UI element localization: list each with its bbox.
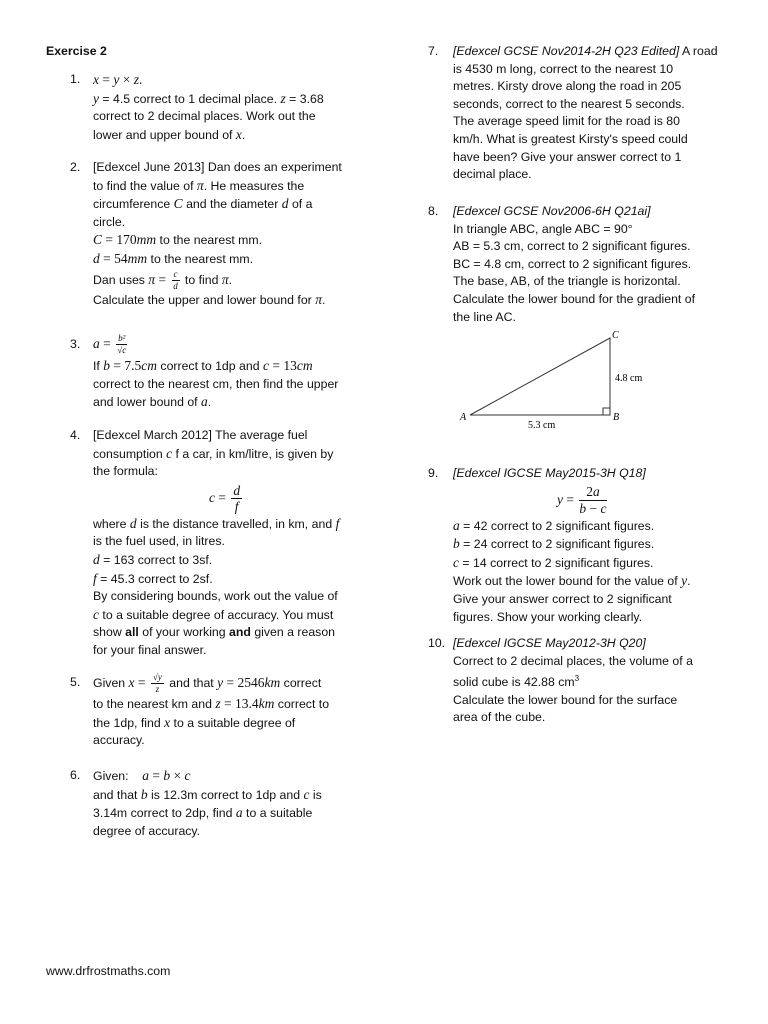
question-line: lower and upper bound of x. — [93, 126, 246, 142]
question-line: d = 163 correct to 3sf. — [93, 551, 213, 567]
question-line: have been? Give your answer correct to 1 — [453, 149, 682, 164]
question-line: degree of accuracy. — [93, 823, 201, 838]
question-line: circle. — [93, 214, 126, 229]
question-line: the formula: — [93, 464, 158, 479]
question-4 — [70, 427, 360, 657]
question-line: area of the cube. — [453, 710, 546, 725]
question-line: Given x = $\frac{√y}{z}$ and that y = 2546km correct — [93, 672, 322, 695]
question-line: By considering bounds, work out the value of — [93, 589, 338, 604]
question-line: AB = 5.3 cm, correct to 2 significant figures. — [453, 239, 691, 254]
question-line: is the fuel used, in litres. — [93, 534, 225, 549]
question-line: solid cube is 42.88 $cm^3$ — [453, 674, 580, 690]
side-label-ab: 5.3 cm — [528, 420, 556, 432]
question-line: correct to the nearest cm, then find the upper — [93, 376, 339, 391]
question-line: accuracy. — [93, 733, 145, 748]
question-line: Work out the lower bound for the value of y. — [453, 573, 691, 589]
question-line: Given: a = b × c — [93, 768, 191, 783]
question-line: C = 170mm to the nearest mm. — [93, 232, 263, 248]
exercise-title: Exercise 2 — [46, 44, 107, 58]
question-line: is 4530 m long, correct to the nearest 10 — [453, 61, 674, 76]
question-number: 4. — [70, 428, 81, 442]
question-3 — [70, 331, 360, 411]
side-label-bc: 4.8 cm — [615, 373, 643, 385]
question-line: circumference C and the diameter d of a — [93, 196, 313, 212]
question-line: show all of your working and given a reason — [93, 625, 335, 640]
question-line: metres. Kirsty drove along the road in 205 — [453, 79, 682, 94]
question-line: Correct to 2 decimal places, the volume of a — [453, 653, 693, 668]
right-column — [428, 43, 728, 725]
question-line: a = 42 correct to 2 significant figures. — [453, 517, 655, 533]
triangle-abc — [470, 338, 610, 415]
question-5 — [70, 671, 360, 751]
question-6 — [70, 767, 360, 839]
question-line: to the nearest km and z = 13.4km correct to — [93, 696, 330, 711]
question-line: d = 54mm to the nearest mm. — [93, 250, 254, 266]
formula: c = $\frac{d}{f}$ — [208, 483, 241, 515]
question-line: y = 4.5 correct to 1 decimal place. z = 3.68 — [93, 90, 324, 106]
fraction: $\frac{\text{b²}}{√c}$ — [117, 333, 127, 356]
question-line: where d is the distance travelled, in km, and f — [93, 515, 340, 531]
question-line: for your final answer. — [93, 642, 207, 657]
right-angle-marker — [603, 408, 610, 415]
question-line: Calculate the lower bound for the surface — [453, 692, 678, 707]
question-number: 1. — [70, 72, 81, 86]
question-7 — [428, 43, 728, 185]
question-source: [Edexcel GCSE Nov2006-6H Q21ai] — [453, 204, 651, 218]
question-number: 7. — [428, 44, 439, 58]
question-8 — [428, 203, 728, 451]
question-line: consumption c f a car, in km/litre, is given by — [93, 445, 334, 461]
question-line: c to a suitable degree of accuracy. You must — [93, 606, 334, 622]
question-line: the line AC. — [453, 309, 516, 324]
question-line: Dan uses π = $\frac{c}{d}$ to find π. — [93, 268, 233, 291]
question-line: In triangle ABC, angle ABC = 90° — [453, 221, 633, 236]
question-line: Give your answer correct to 2 significant — [453, 591, 672, 606]
question-2 — [70, 159, 360, 317]
question-line: [Edexcel March 2012] The average fuel — [93, 428, 308, 442]
question-line: figures. Show your working clearly. — [453, 609, 643, 624]
question-line: km/h. What is greatest Kirsty's speed could — [453, 131, 688, 146]
question-line: Calculate the upper and lower bound for π. — [93, 291, 326, 307]
question-line: [Edexcel June 2013] Dan does an experiment — [93, 160, 342, 174]
question-number: 5. — [70, 675, 81, 689]
question-number: 3. — [70, 337, 81, 351]
left-column — [70, 71, 360, 839]
vertex-label-b: B — [613, 412, 620, 424]
question-line: If b = 7.5cm correct to 1dp and c = 13cm — [93, 358, 313, 373]
question-line: 3.14m correct to 2dp, find a to a suitable — [93, 805, 313, 821]
question-number: 8. — [428, 204, 439, 218]
question-line: correct to 2 decimal places. Work out the — [93, 109, 316, 124]
question-10 — [428, 635, 728, 725]
triangle-diagram — [458, 328, 688, 432]
fraction: $\frac{c}{d}$ — [173, 268, 178, 291]
vertex-label-a: A — [460, 412, 467, 424]
question-line: a = $\frac{\text{b²}}{√c}$ — [93, 333, 127, 356]
question-line: x = y × z. — [93, 72, 143, 87]
question-line: b = 24 correct to 2 significant figures. — [453, 536, 655, 552]
question-1 — [70, 71, 360, 141]
question-line: [Edexcel GCSE Nov2014-2H Q23 Edited] A road — [453, 44, 718, 58]
question-line: c = 14 correct to 2 significant figures. — [453, 554, 654, 570]
question-source: [Edexcel IGCSE May2015-3H Q18] — [453, 466, 646, 480]
question-line: Calculate the lower bound for the gradient of — [453, 291, 695, 306]
fraction: $\frac{√y}{z}$ — [152, 672, 162, 695]
question-line: to find the value of π. He measures the — [93, 177, 305, 193]
question-line: BC = 4.8 cm, correct to 2 significant figures. — [453, 256, 692, 271]
question-line: The average speed limit for the road is 80 — [453, 114, 680, 129]
question-number: 10. — [428, 636, 446, 650]
question-number: 2. — [70, 160, 81, 174]
formula: y = $\frac{2a}{b - c}$ — [557, 483, 607, 516]
vertex-label-c: C — [612, 330, 619, 342]
question-line: decimal place. — [453, 167, 532, 182]
question-line: The base, AB, of the triangle is horizontal. — [453, 274, 681, 289]
question-line: the 1dp, find x to a suitable degree of — [93, 714, 296, 730]
question-line: and lower bound of a. — [93, 394, 212, 410]
question-line: and that b is 12.3m correct to 1dp and c is — [93, 786, 322, 802]
question-line: seconds, correct to the nearest 5 seconds. — [453, 96, 685, 111]
question-9 — [428, 465, 728, 625]
question-number: 6. — [70, 768, 81, 782]
question-source: [Edexcel IGCSE May2012-3H Q20] — [453, 636, 646, 650]
footer-url: www.drfrostmaths.com — [46, 964, 171, 978]
question-line: f = 45.3 correct to 2sf. — [93, 570, 213, 586]
question-number: 9. — [428, 466, 439, 480]
